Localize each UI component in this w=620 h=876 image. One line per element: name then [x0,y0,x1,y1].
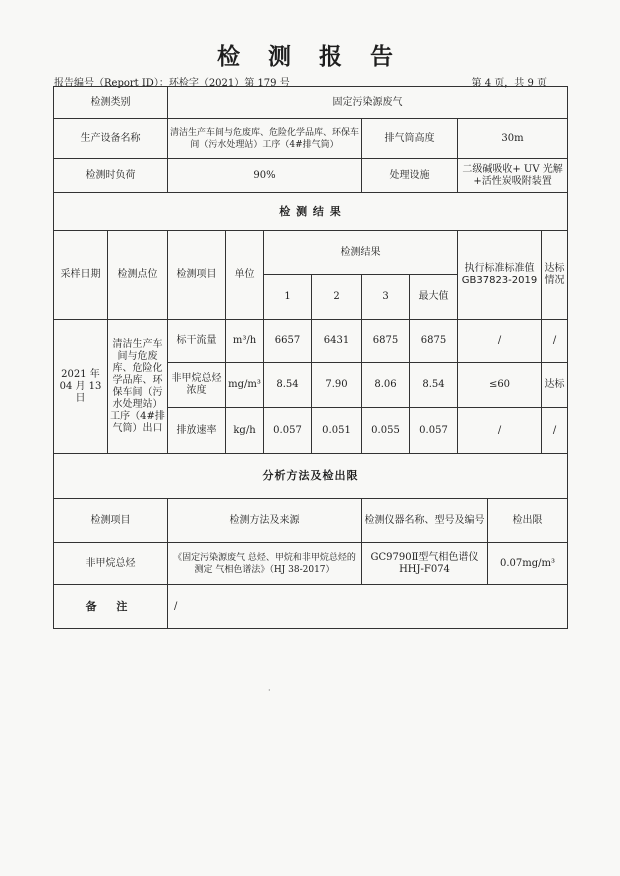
stack-height-value: 30m [458,119,568,159]
limit-header: 检出限 [488,499,568,543]
results-section-title: 检 测 结 果 [54,193,568,231]
scan-mark: · [268,686,271,695]
report-number: 报告编号（Report ID）：环检字（2021）第 179 号 [54,78,290,89]
row-v2: 6431 [312,320,362,363]
facility-label: 生产设备名称 [54,119,168,159]
row-v2: 7.90 [312,363,362,408]
unit-header: 单位 [226,231,264,320]
remark-row [54,585,568,629]
category-label: 检测类别 [54,87,168,119]
row-standard: ≤60 [458,363,542,408]
row-v2: 0.051 [312,408,362,454]
sampling-date: 2021 年 04 月 13 日 [54,320,108,454]
category-value: 固定污染源废气 [168,87,568,119]
instrument-header: 检测仪器名称、型号及编号 [362,499,488,543]
load-row [54,159,568,193]
row-compliance: / [542,408,568,454]
treatment-label: 处理设施 [362,159,458,193]
load-label: 检测时负荷 [54,159,168,193]
row-max: 0.057 [410,408,458,454]
table-row [54,320,568,363]
row-standard: / [458,408,542,454]
method-source: 《固定污染源废气 总烃、甲烷和非甲烷总烃的测定 气相色谱法》（HJ 38-2017） [168,543,362,585]
page-info: 第 4 页，共 9 页 [471,78,547,89]
remark-label: 备 注 [54,585,168,629]
methods-section-title: 分析方法及检出限 [54,454,568,499]
results-header: 检测结果 [264,231,458,275]
results-section-row [54,193,568,231]
max-header: 最大值 [410,275,458,320]
result-2-header: 2 [312,275,362,320]
report-table [53,86,568,629]
row-standard: / [458,320,542,363]
result-3-header: 3 [362,275,410,320]
row-item: 非甲烷总烃浓度 [168,363,226,408]
row-v1: 8.54 [264,363,312,408]
facility-row [54,119,568,159]
load-value: 90% [168,159,362,193]
method-item-header: 检测项目 [54,499,168,543]
standard-header: 执行标准标准值GB37823-2019 [458,231,542,320]
detection-limit: 0.07mg/m³ [488,543,568,585]
row-v3: 0.055 [362,408,410,454]
row-compliance: / [542,320,568,363]
row-compliance: 达标 [542,363,568,408]
method-item: 非甲烷总烃 [54,543,168,585]
results-header-row [54,231,568,275]
row-item: 排放速率 [168,408,226,454]
row-unit: kg/h [226,408,264,454]
row-item: 标干流量 [168,320,226,363]
result-1-header: 1 [264,275,312,320]
category-row [54,87,568,119]
methods-header-row [54,499,568,543]
row-max: 8.54 [410,363,458,408]
row-unit: mg/m³ [226,363,264,408]
treatment-value: 二级碱吸收+ UV 光解+活性炭吸附装置 [458,159,568,193]
point-header: 检测点位 [108,231,168,320]
report-title: 检 测 报 告 [216,43,404,70]
date-header: 采样日期 [54,231,108,320]
stack-height-label: 排气筒高度 [362,119,458,159]
remark-value: / [168,585,568,629]
method-header: 检测方法及来源 [168,499,362,543]
row-max: 6875 [410,320,458,363]
sampling-point: 清洁生产车间与危废库、危险化学品库、环保车间（污水处理站）工序（4#排气筒）出口 [108,320,168,454]
row-unit: m³/h [226,320,264,363]
compliance-header: 达标情况 [542,231,568,320]
row-v3: 6875 [362,320,410,363]
methods-section-row [54,454,568,499]
row-v1: 6657 [264,320,312,363]
row-v1: 0.057 [264,408,312,454]
methods-row [54,543,568,585]
instrument-value: GC9790Ⅱ型气相色谱仪 HHJ-F074 [362,543,488,585]
item-header: 检测项目 [168,231,226,320]
row-v3: 8.06 [362,363,410,408]
facility-value: 清洁生产车间与危废库、危险化学品库、环保车间（污水处理站）工序（4#排气筒） [168,119,362,159]
